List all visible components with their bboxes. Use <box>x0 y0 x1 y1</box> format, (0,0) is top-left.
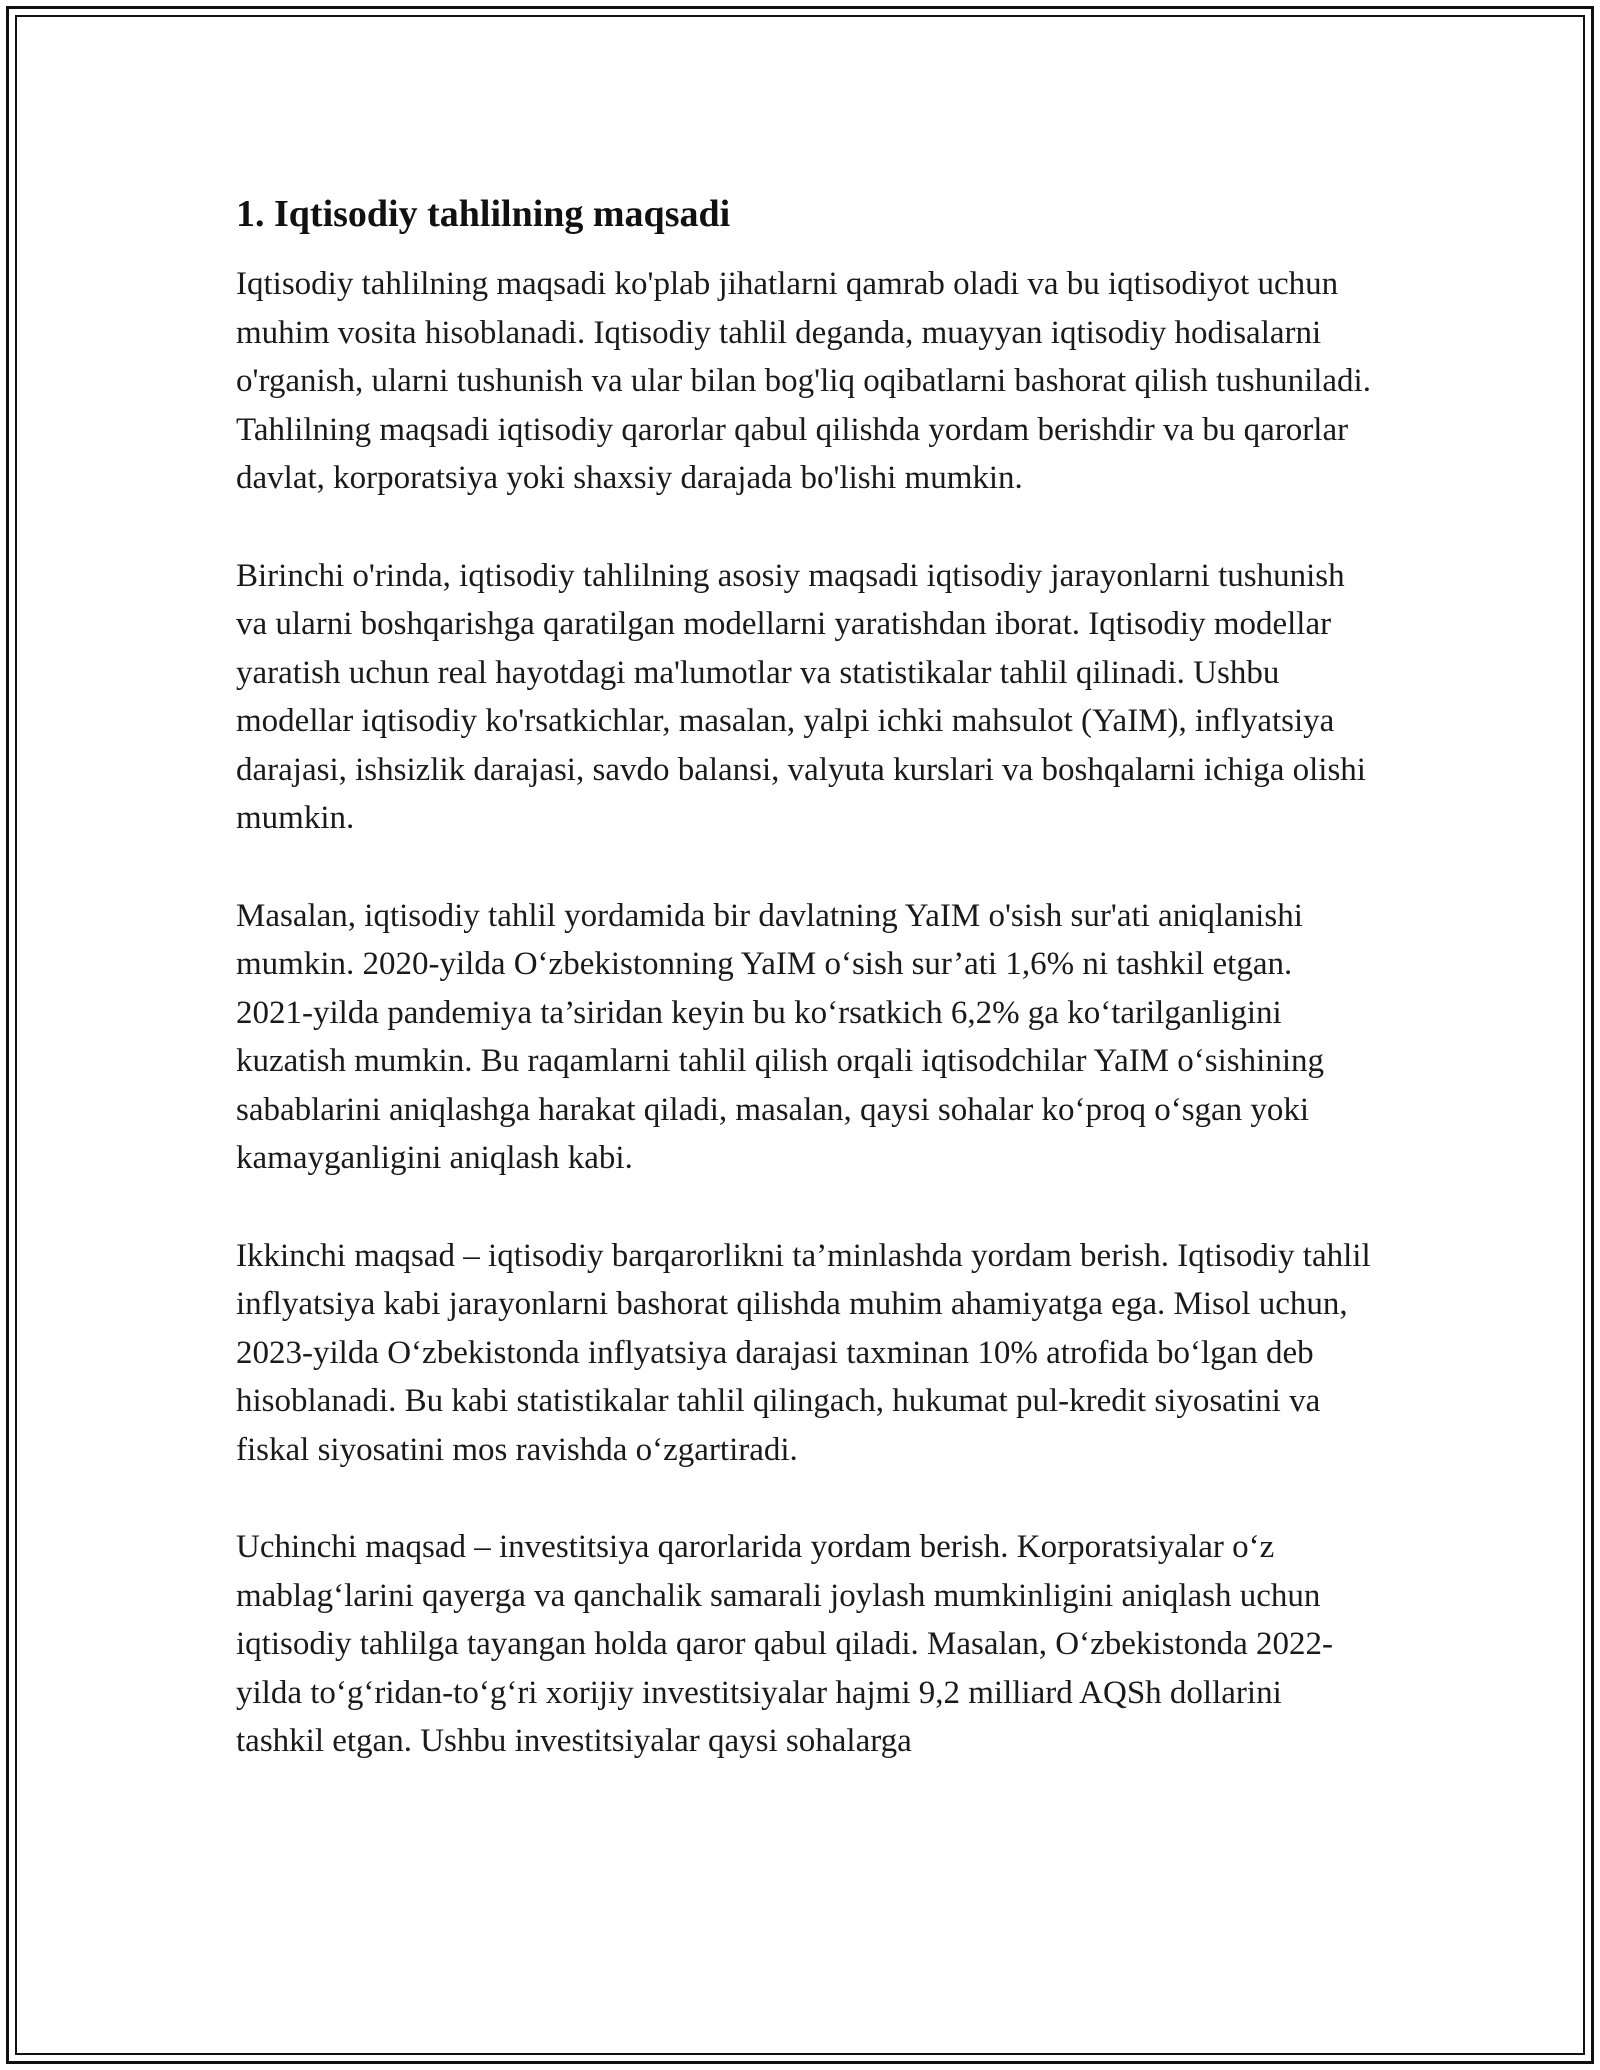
section-heading: 1. Iqtisodiy tahlilning maqsadi <box>236 193 731 235</box>
paragraph-third-goal: Uchinchi maqsad – investitsiya qarorlarida yordam berish. Korporatsiyalar o‘z mablag‘larini qayerga va qanchalik samarali joylash mumkinligini aniqlash uchun iqtisodiy tahlilga tayangan holda qaror qabul qiladi. Masalan, O‘zbekistonda 2022-yilda to‘g‘ridan-to‘g‘ri xorijiy investitsiyalar hajmi 9,2 milliard AQSh dollarini tashkil etgan. Ushbu investitsiyalar qaysi sohalarga <box>236 1529 1333 1759</box>
paragraph-gdp-example: Masalan, iqtisodiy tahlil yordamida bir davlatning YaIM o'sish sur'ati aniqlanishi mumkin. 2020-yilda O‘zbekistonning YaIM o‘sish sur’ati 1,6% ni tashkil etgan. 2021-yilda pandemiya ta’siridan keyin bu ko‘rsatkich 6,2% ga ko‘tarilganligini kuzatish mumkin. Bu raqamlarni tahlil qilish orqali iqtisodchilar YaIM o‘sishining sabablarini aniqlashga harakat qiladi, masalan, qaysi sohalar ko‘proq o‘sgan yoki kamayganligini aniqlash kabi. <box>236 897 1324 1176</box>
document-body <box>236 188 1376 1815</box>
paragraph-first-goal: Birinchi o'rinda, iqtisodiy tahlilning asosiy maqsadi iqtisodiy jarayonlarni tushunish va ularni boshqarishga qaratilgan modellarni yaratishdan iborat. Iqtisodiy modellar yaratish uchun real hayotdagi ma'lumotlar va statistikalar tahlil qilinadi. Ushbu modellar iqtisodiy ko'rsatkichlar, masalan, yalpi ichki mahsulot (YaIM), inflyatsiya darajasi, ishsizlik darajasi, savdo balansi, valyuta kurslari va boshqalarni ichiga olishi mumkin. <box>236 557 1366 836</box>
paragraph-second-goal: Ikkinchi maqsad – iqtisodiy barqarorlikni ta’minlashda yordam berish. Iqtisodiy tahlil inflyatsiya kabi jarayonlarni bashorat qilishda muhim ahamiyatga ega. Misol uchun, 2023-yilda O‘zbekistonda inflyatsiya darajasi taxminan 10% atrofida bo‘lgan deb hisoblanadi. Bu kabi statistikalar tahlil qilingach, hukumat pul-kredit siyosatini va fiskal siyosatini mos ravishda o‘zgartiradi. <box>236 1237 1371 1468</box>
paragraph-intro: Iqtisodiy tahlilning maqsadi ko'plab jihatlarni qamrab oladi va bu iqtisodiyot uchun muhim vosita hisoblanadi. Iqtisodiy tahlil deganda, muayyan iqtisodiy hodisalarni o'rganish, ularni tushunish va ular bilan bog'liq oqibatlarni bashorat qilish tushuniladi. Tahlilning maqsadi iqtisodiy qarorlar qabul qilishda yordam berishdir va bu qarorlar davlat, korporatsiya yoki shaxsiy darajada bo'lishi mumkin. <box>236 266 1371 496</box>
